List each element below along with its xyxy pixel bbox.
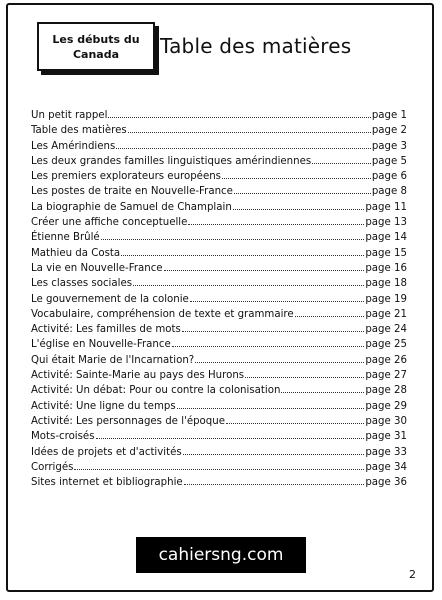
toc-entry-label: Les postes de traite en Nouvelle-France xyxy=(31,186,233,198)
toc-entry-label: Étienne Brûlé xyxy=(31,232,100,244)
toc-entry-label: Activité: Un débat: Pour ou contre la colonisation xyxy=(31,385,281,397)
toc-dot-leader xyxy=(121,255,364,256)
toc-entry xyxy=(31,154,407,169)
toc-entry-label: Les deux grandes familles linguistiques amérindiennes xyxy=(31,155,312,167)
toc-entry-page: page 30 xyxy=(365,415,407,427)
toc-entry-label: La vie en Nouvelle-France xyxy=(31,262,163,274)
toc-entry-label: L'église en Nouvelle-France xyxy=(31,339,171,351)
toc-entry xyxy=(31,184,407,199)
toc-entry-page: page 25 xyxy=(365,339,407,351)
toc-entry xyxy=(31,307,407,322)
toc-entry xyxy=(31,337,407,352)
toc-dot-leader xyxy=(281,392,364,393)
toc-entry-page: page 28 xyxy=(365,385,407,397)
site-name: cahiersng.com xyxy=(158,545,284,565)
toc-entry-label: Activité: Sainte-Marie au pays des Hurons xyxy=(31,370,245,382)
toc-entry-label: Table des matières xyxy=(31,125,127,137)
toc-dot-leader xyxy=(182,331,365,332)
toc-entry-page: page 15 xyxy=(365,247,407,259)
toc-entry xyxy=(31,276,407,291)
toc-dot-leader xyxy=(183,454,365,455)
toc-dot-leader xyxy=(312,163,371,164)
toc-entry-page: page 27 xyxy=(365,370,407,382)
toc-entry-page: page 26 xyxy=(365,354,407,366)
toc-entry-label: Activité: Une ligne du temps xyxy=(31,400,176,412)
toc-dot-leader xyxy=(74,469,364,470)
toc-entry-page: page 29 xyxy=(365,400,407,412)
toc-entry-label: Sites internet et bibliographie xyxy=(31,477,183,489)
toc-dot-leader xyxy=(128,132,371,133)
toc-entry-label: Les classes sociales xyxy=(31,278,133,290)
toc-entry-label: Créer une affiche conceptuelle xyxy=(31,217,188,229)
toc-entry xyxy=(31,215,407,230)
toc-dot-leader xyxy=(172,346,365,347)
toc-entry-label: Activité: Les personnages de l'époque xyxy=(31,415,225,427)
toc-dot-leader xyxy=(190,301,365,302)
toc-dot-leader xyxy=(233,209,365,210)
toc-entry xyxy=(31,230,407,245)
toc-entry xyxy=(31,246,407,261)
toc-entry xyxy=(31,123,407,138)
toc-entry-page: page 14 xyxy=(365,232,407,244)
toc-entry xyxy=(31,108,407,123)
toc-entry-page: page 11 xyxy=(365,201,407,213)
toc-dot-leader xyxy=(116,148,371,149)
toc-dot-leader xyxy=(234,193,371,194)
toc-dot-leader xyxy=(177,408,365,409)
toc-dot-leader xyxy=(295,316,365,317)
toc-entry-label: Les premiers explorateurs européens xyxy=(31,171,221,183)
toc-entry xyxy=(31,353,407,368)
toc-entry-page: page 21 xyxy=(365,308,407,320)
toc-entry xyxy=(31,460,407,475)
toc-dot-leader xyxy=(245,377,364,378)
toc-entry xyxy=(31,292,407,307)
toc-entry-page: page 19 xyxy=(365,293,407,305)
toc-dot-leader xyxy=(226,423,364,424)
toc-entry-label: Un petit rappel xyxy=(31,110,108,121)
toc-entry xyxy=(31,383,407,398)
toc-dot-leader xyxy=(164,270,365,271)
booklet-title-box xyxy=(37,22,155,71)
toc-dot-leader xyxy=(195,362,364,363)
toc-entry-page: page 8 xyxy=(371,186,407,198)
toc-entry-page: page 13 xyxy=(365,217,407,229)
toc-entry xyxy=(31,414,407,429)
toc-entry-page: page 34 xyxy=(365,461,407,473)
toc-entry-label: La biographie de Samuel de Champlain xyxy=(31,201,232,213)
toc-entry-page: page 1 xyxy=(371,110,407,121)
toc-entry-label: Qui était Marie de l'Incarnation? xyxy=(31,354,195,366)
booklet-title-line2: Canada xyxy=(72,47,120,61)
toc-entry-label: Activité: Les familles de mots xyxy=(31,324,181,336)
toc-entry-page: page 24 xyxy=(365,324,407,336)
toc-dot-leader xyxy=(222,178,371,179)
toc-entry xyxy=(31,200,407,215)
toc-entry-page: page 5 xyxy=(371,155,407,167)
toc-entry-label: Mathieu da Costa xyxy=(31,247,121,259)
toc-dot-leader xyxy=(96,438,365,439)
toc-entry xyxy=(31,445,407,460)
toc-entry-label: Vocabulaire, compréhension de texte et grammaire xyxy=(31,308,294,320)
toc-entry-page: page 2 xyxy=(371,125,407,137)
table-of-contents xyxy=(31,108,407,490)
toc-entry-label: Idées de projets et d'activités xyxy=(31,446,182,458)
toc-entry xyxy=(31,475,407,490)
toc-entry-label: Mots-croisés xyxy=(31,431,95,443)
toc-dot-leader xyxy=(133,285,364,286)
toc-entry-page: page 33 xyxy=(365,446,407,458)
toc-entry-page: page 36 xyxy=(365,477,407,489)
toc-dot-leader xyxy=(108,117,370,118)
toc-entry xyxy=(31,261,407,276)
toc-entry-page: page 31 xyxy=(365,431,407,443)
booklet-title-line1: Les débuts du xyxy=(52,32,140,46)
toc-entry xyxy=(31,399,407,414)
toc-entry-page: page 3 xyxy=(371,140,407,152)
toc-entry xyxy=(31,139,407,154)
toc-dot-leader xyxy=(188,224,364,225)
toc-dot-leader xyxy=(184,484,365,485)
toc-entry-page: page 6 xyxy=(371,171,407,183)
toc-entry xyxy=(31,169,407,184)
toc-entry-label: Corrigés xyxy=(31,461,74,473)
toc-entry-page: page 16 xyxy=(365,262,407,274)
page-title: Table des matières xyxy=(160,34,352,58)
toc-entry xyxy=(31,322,407,337)
toc-entry xyxy=(31,368,407,383)
toc-entry xyxy=(31,429,407,444)
toc-entry-label: Les Amérindiens xyxy=(31,140,116,152)
site-banner xyxy=(136,537,306,573)
page-number: 2 xyxy=(409,568,416,581)
toc-entry-page: page 18 xyxy=(365,278,407,290)
toc-entry-label: Le gouvernement de la colonie xyxy=(31,293,189,305)
toc-dot-leader xyxy=(101,239,365,240)
